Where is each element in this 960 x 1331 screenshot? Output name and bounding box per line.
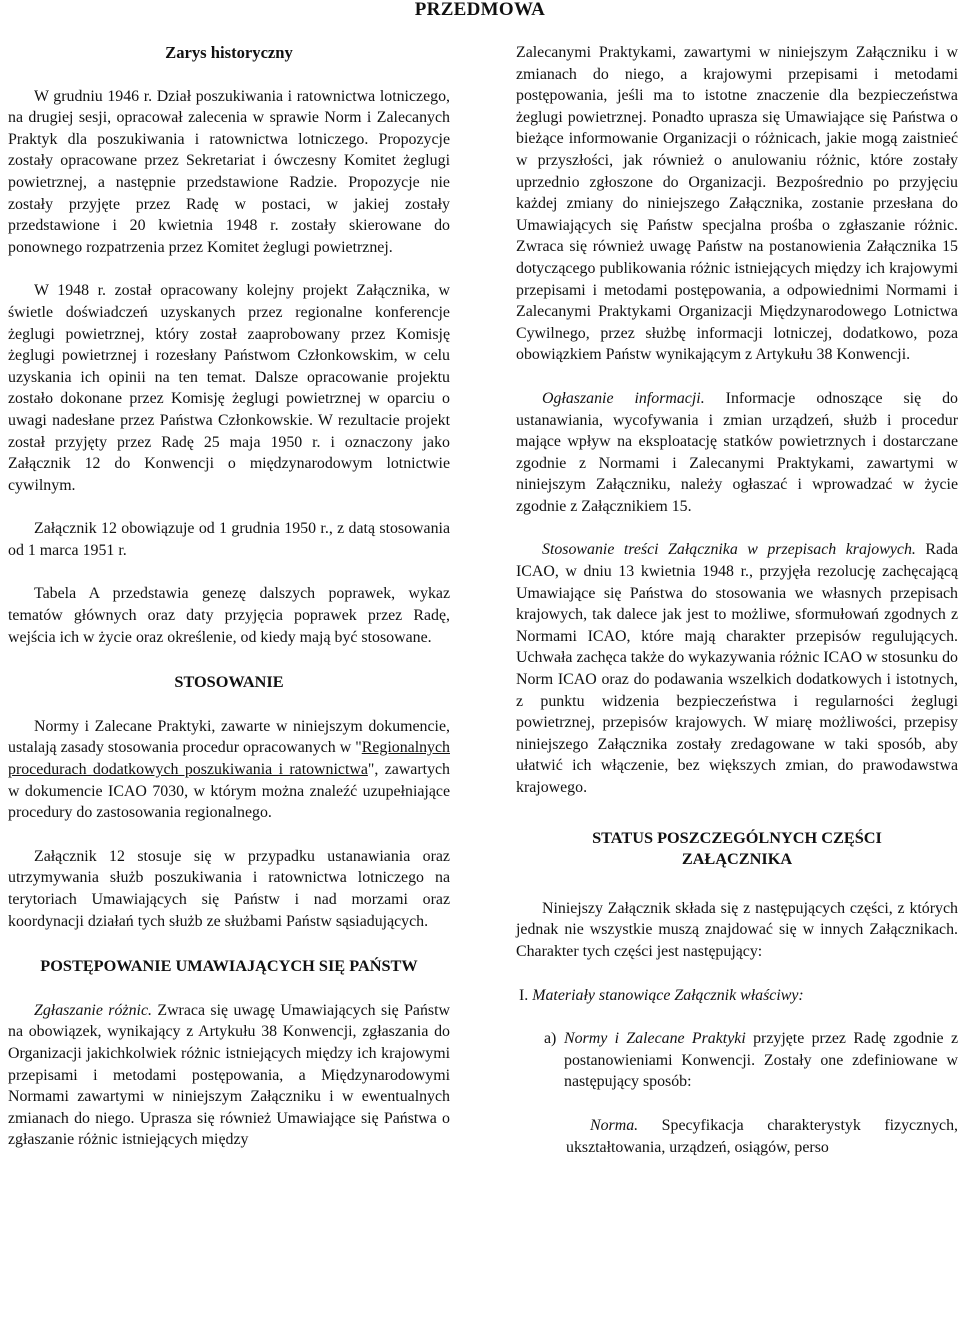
status-heading-line-2: ZAŁĄCZNIKA — [681, 849, 793, 869]
applicability-paragraph — [8, 716, 450, 824]
list-item-a-marker: a) — [544, 1030, 557, 1048]
list-item-a-title: Normy i Zalecane Praktyki — [564, 1030, 746, 1048]
notification-of-differences-title: Zgłaszanie różnic. — [34, 1001, 152, 1019]
applicability-text-end: ", zawartych w dokumencie ICAO 7030, w którym można znaleźć uzupełniające procedury do zastosowania regionalnego. — [8, 761, 451, 822]
status-heading-line-1: STATUS POSZCZEGÓLNYCH CZĘŚCI — [592, 827, 882, 847]
national-regulations-paragraph — [516, 539, 958, 798]
history-paragraph-1948: W 1948 r. został opracowany kolejny projekt Załącznika, w świetle doświadczeń uzyskanych przez regionalne konferencje żeglugi powietrznej, który został zaaprobowany przez Komisję żeglugi powietrznej i rozesłany Państwom Członkowskim, w celu uzyskania ich opinii na ten temat. Dalsze opracowanie projektu zostało dokonane przez Komisję żeglugi powietrznej w oparciu o uwagi nadesłane przez Państwa Członkowskie. W rezultacie projekt został przyjęty przez Radę 25 maja 1950 r. i oznaczony jako Załącznik 12 do Konwencji o międzynarodowym lotnictwie cywilnym. — [8, 282, 450, 494]
promulgation-paragraph — [516, 388, 958, 518]
page-title: PRZEDMOWA — [414, 0, 546, 20]
notification-of-differences-paragraph — [8, 1000, 450, 1151]
contracting-states-heading: POSTĘPOWANIE UMAWIAJĄCYCH SIĘ PAŃSTW — [40, 956, 418, 976]
list-item-i — [516, 985, 958, 1007]
list-item-a — [516, 1028, 958, 1093]
list-item-a-text: przyjęte przez Radę zgodnie z postanowieniami Konwencji. Zostały one zdefiniowane w następujący sposób: — [564, 1030, 958, 1091]
scope-paragraph: Załącznik 12 stosuje się w przypadku ustanawiania oraz utrzymywania służb poszukiwania i ratownictwa lotniczego na terytoriach Umawiających się Państw i nad morzami oraz koordynacji działań tych służb ze służbami Państw sąsiadujących. — [8, 847, 450, 930]
list-item-a-body — [564, 1028, 958, 1093]
left-column — [8, 42, 450, 1151]
status-heading — [516, 827, 958, 870]
right-column — [516, 42, 958, 1158]
components-paragraph: Niniejszy Załącznik składa się z następujących części, z których jednak nie wszystkie muszą znajdować się w innych Załącznikach. Charakter tych części jest następujący: — [516, 899, 958, 960]
national-regulations-text: Rada ICAO, w dniu 13 kwietnia 1948 r., przyjęła rezolucję zachęcającą Umawiające się Państwa do stosowania we własnych przepisach krajowych, tak dalece jak jest to możliwe, sformułowań zgodnych z Normami ICAO, które mają charakter przepisów regulujących. Uchwała zachęca także do wykazywania różnic ICAO w stosunku do Norm ICAO oraz do podawania wszelkich dodatkowych i istotnych, z punktu widzenia bezpieczeństwa i regularności żeglugi powietrznej, przepisów krajowych. W miarę możliwości, przepisy niniejszego Załącznika zostały zredagowane w taki sposób, aby ułatwić ich włączenie, bez większych zmian, do prawodawstwa krajowego. — [516, 541, 959, 796]
effective-date-paragraph: Załącznik 12 obowiązuje od 1 grudnia 1950 r., z datą stosowania od 1 marca 1951 r. — [8, 520, 450, 559]
regional-procedures-link[interactable]: Regionalnych procedurach dodatkowych poszukiwania i ratownictwa — [8, 739, 450, 779]
historical-outline-heading: Zarys historyczny — [165, 43, 293, 62]
differences-continuation-paragraph: Zalecanymi Praktykami, zawartymi w niniejszym Załączniku i w zmianach do niego, a krajowymi przepisami i metodami postępowania, jeśli ma to istotne znaczenie dla bezpieczeństwa żeglugi powietrznej. Ponadto uprasza się Umawiające się Państwa o bieżące informowanie Organizacji o różnicach, jakie mogą zaistnieć w przyszłości, jak również o anulowaniu różnic, które zostały uprzednio zgłoszone do Organizacji. Bezpośrednio po przyjęciu każdej zmiany do niniejszego Załącznika, zostanie przesłana do Umawiających się Państw specjalna prośba o zgłaszanie różnic. Zwraca się również uwagę Państw na postanowienia Załącznika 15 dotyczącego publikowania różnic istniejących między ich krajowymi przepisami i metodami postępowania, a odpowiednimi Normami i Zalecanymi Praktykami Organizacji Międzynarodowego Lotnictwa Cywilnego, przez służbę informacji lotniczej, dodatkowo, poza obowiązkiem Państw wynikającym z Artykułu 38 Konwencji. — [516, 44, 958, 364]
promulgation-title: Ogłaszanie informacji. — [542, 389, 705, 407]
standard-definition-title: Norma. — [590, 1116, 639, 1134]
table-a-paragraph: Tabela A przedstawia genezę dalszych poprawek, wykaz tematów głównych oraz daty przyjęcia poprawek przez Radę, wejścia ich w życie oraz określenie, od kiedy mają być stosowane. — [8, 585, 450, 646]
applicability-heading: STOSOWANIE — [174, 672, 284, 692]
standard-definition-text: Specyfikacja charakterystyk fizycznych, ukształtowania, urządzeń, osiągów, perso — [566, 1116, 958, 1156]
applicability-text-start: Normy i Zalecane Praktyki, zawarte w niniejszym dokumencie, ustalają zasady stosowania procedur opracowanych w " — [8, 717, 450, 757]
notification-of-differences-text: Zwraca się uwagę Umawiających się Państw na obowiązek, wynikający z Artykułu 38 Konwencji, zgłaszania do Organizacji jakichkolwiek różnic istniejących między ich krajowymi przepisami i metodami postępowania, a Międzynarodowymi Normami zawartymi w niniejszym Załączniku i w ewentualnych zmianach do niego. Uprasza się również Umawiające się Państwa o zgłaszanie różnic istniejących między — [8, 1001, 450, 1149]
standard-definition-paragraph — [516, 1115, 958, 1158]
list-item-i-marker: I. — [519, 986, 529, 1004]
history-paragraph-1946: W grudniu 1946 r. Dział poszukiwania i ratownictwa lotniczego, na drugiej sesji, opracował zalecenia w sprawie Norm i Zalecanych Praktyk dla poszukiwania i ratownictwa lotniczego. Propozycje zostały opracowane przez Sekretariat i ówczesny Komitet żeglugi powietrznej, a następnie przedstawione Radzie. Propozycje nie zostały przyjęte przez Radę w postaci, w jakiej zostały przedstawione i 20 kwietnia 1948 r. zostały skierowane do ponownego rozpatrzenia przez Komitet żeglugi powietrznej. — [8, 87, 450, 256]
list-item-i-text: Materiały stanowiące Załącznik właściwy: — [532, 986, 804, 1004]
promulgation-text: Informacje odnoszące się do ustanawiania, wycofywania i zmian urządzeń, służb i procedur mające wpływ na eksploatację statków powietrznych i dostarczane zgodnie z Normami i Zalecanymi Praktykami, zawartymi w niniejszym Załączniku, należy ogłaszać i wprowadzać w życie zgodnie z Załącznikiem 15. — [516, 389, 958, 515]
national-regulations-title: Stosowanie treści Załącznika w przepisach krajowych. — [542, 541, 916, 559]
